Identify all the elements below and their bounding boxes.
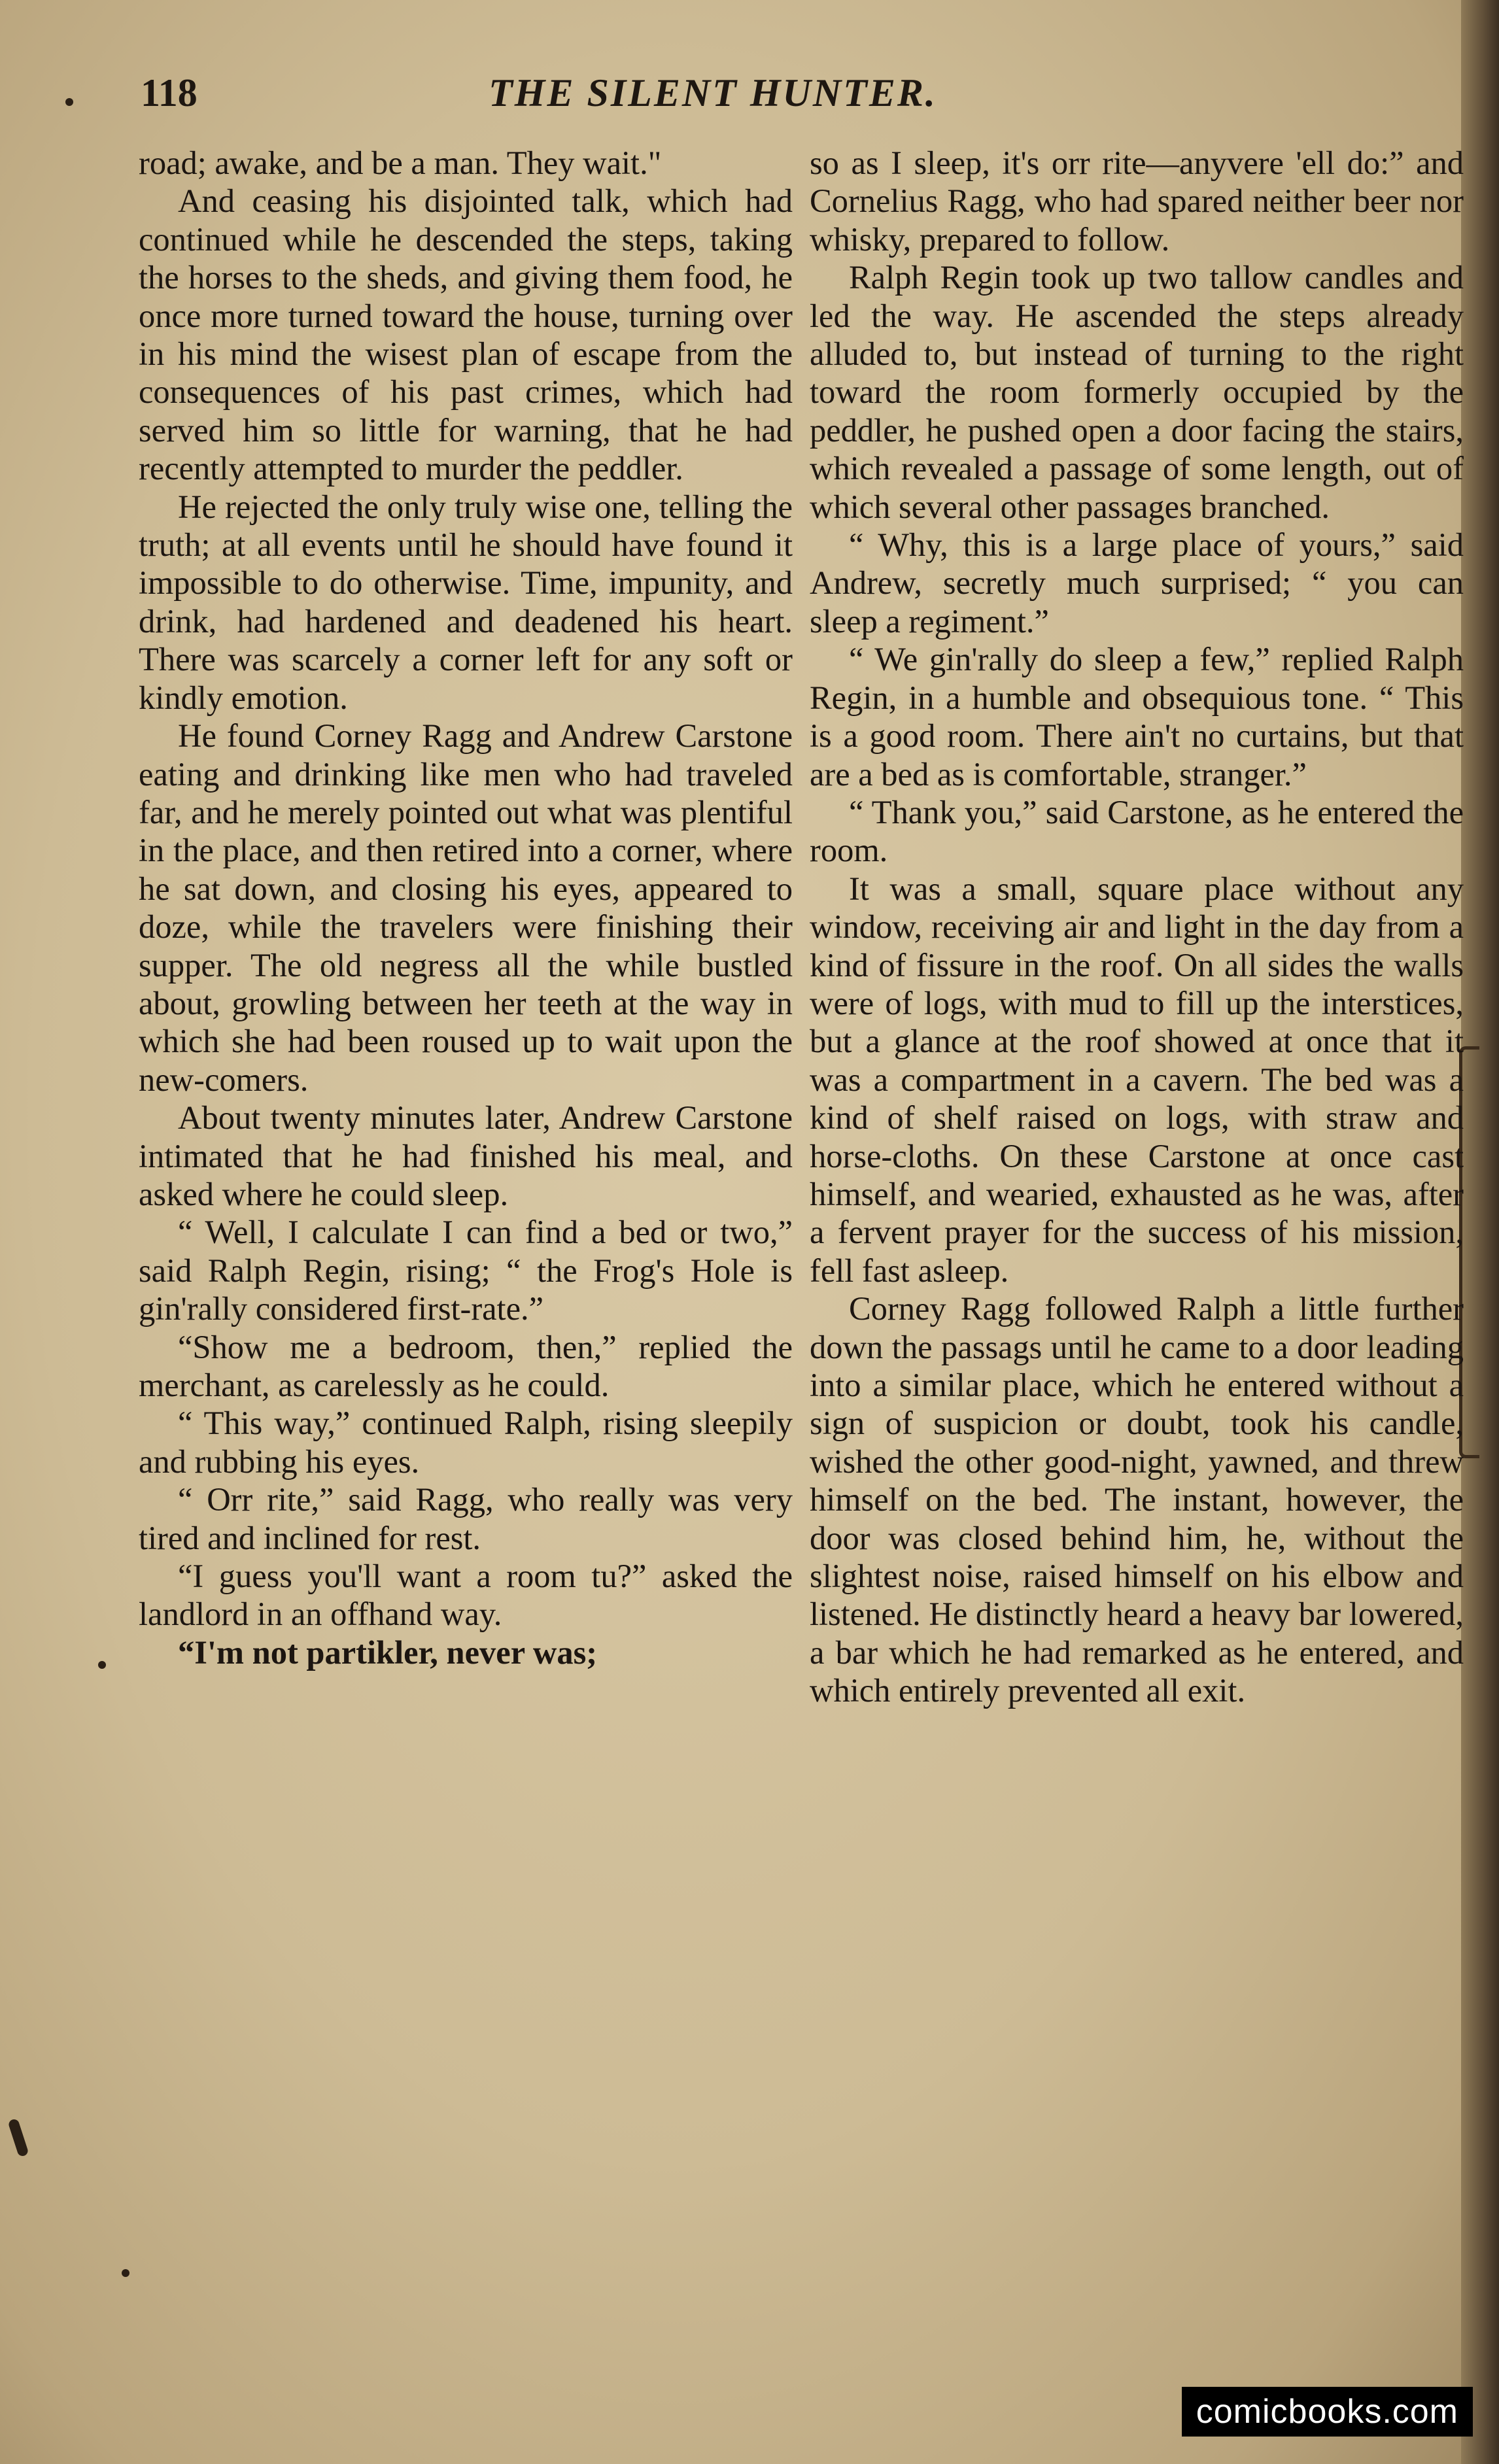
page-header (72, 71, 1354, 123)
running-head: THE SILENT HUNTER. (489, 71, 937, 114)
paragraph: He rejected the only truly wise one, telling the truth; at all events until he should have found it impossible to do otherwise. Time, impunity, and drink, had hardened and deadened his heart. There was scarcely a corner left for any soft or kindly emotion. (139, 488, 793, 716)
ink-dot (122, 2269, 129, 2277)
paragraph: About twenty minutes later, Andrew Carstone intimated that he had finished his meal, and asked where he could sleep. (139, 1099, 793, 1212)
left-column (139, 144, 793, 1671)
ink-mark (7, 2118, 29, 2157)
paragraph: “ Why, this is a large place of yours,” said Andrew, secretly much surprised; “ you can sleep a regiment.” (810, 526, 1464, 640)
paragraph: And ceasing his disjointed talk, which had continued while he descended the steps, taking the horses to the sheds, and giving them food, he once more turned toward the house, turning over in his mind the wisest plan of escape from the consequences of his past crimes, which had served him so little for warning, that he had recently attempted to murder the peddler. (139, 182, 793, 487)
paragraph: “ Thank you,” said Carstone, as he entered the room. (810, 793, 1464, 869)
ink-dot (98, 1661, 106, 1669)
page-number: 118 (141, 71, 198, 114)
paragraph: “Show me a bedroom, then,” replied the merchant, as carelessly as he could. (139, 1328, 793, 1403)
paragraph: road; awake, and be a man. They wait." (139, 145, 662, 181)
paragraph: It was a small, square place without any window, receiving air and light in the day from a kind of fissure in the roof. On all sides the walls were of logs, with mud to fill up the interstices, but a glance at the roof showed at once that it was a compartment in a cavern. The bed was a kind of shelf raised on logs, with straw and horse-cloths. On these Carstone at once cast himself, and wearied, exhausted as he was, after a fervent prayer for the success of his mission, fell fast asleep. (810, 870, 1464, 1289)
paragraph: “ We gin'rally do sleep a few,” replied Ralph Regin, in a humble and obsequious tone. “ This is a good room. There ain't no curtains, but that are a bed as is comfortable, stranger.” (810, 641, 1464, 793)
watermark-logo: comicbooks.com (1182, 2387, 1473, 2437)
paragraph: Ralph Regin took up two tallow candles and led the way. He ascended the steps already alluded to, but instead of turning to the right toward the room formerly occupied by the peddler, he pushed open a door facing the stairs, which revealed a passage of some length, out of which several other passages branched. (810, 259, 1464, 525)
paragraph: “ Orr rite,” said Ragg, who really was very tired and inclined for rest. (139, 1481, 793, 1556)
paragraph: so as I sleep, it's orr rite—anyvere 'ell do:” and Cornelius Ragg, who had spared neither beer nor whisky, prepared to follow. (810, 145, 1464, 258)
paragraph: Corney Ragg followed Ralph a little further down the passags until he came to a door leading into a similar place, which he entered without a sign of suspicion or doubt, took his candle, wished the other good-night, yawned, and threw himself on the bed. The instant, however, the door was closed behind him, he, without the slightest noise, raised himself on his elbow and listened. He distinctly heard a heavy bar lowered, a bar which he had remarked as he entered, and which entirely prevented all exit. (810, 1290, 1464, 1709)
paragraph: “ This way,” continued Ralph, rising sleepily and rubbing his eyes. (139, 1405, 793, 1480)
paragraph: “I'm not partikler, never was; (178, 1634, 598, 1671)
paragraph: He found Corney Ragg and Andrew Carstone eating and drinking like men who had traveled far, and he merely pointed out what was plentiful in the place, and then retired into a corner, where he sat down, and closing his eyes, appeared to doze, while the travelers were finishing their supper. The old negress all the while bustled about, growling between her teeth at the way in which she had been roused up to wait upon the new-comers. (139, 717, 793, 1098)
paragraph: “ Well, I calculate I can find a bed or two,” said Ralph Regin, rising; “ the Frog's Hole is gin'rally considered first-rate.” (139, 1214, 793, 1327)
right-column (810, 144, 1464, 1710)
paragraph: “I guess you'll want a room tu?” asked the landlord in an offhand way. (139, 1558, 793, 1633)
